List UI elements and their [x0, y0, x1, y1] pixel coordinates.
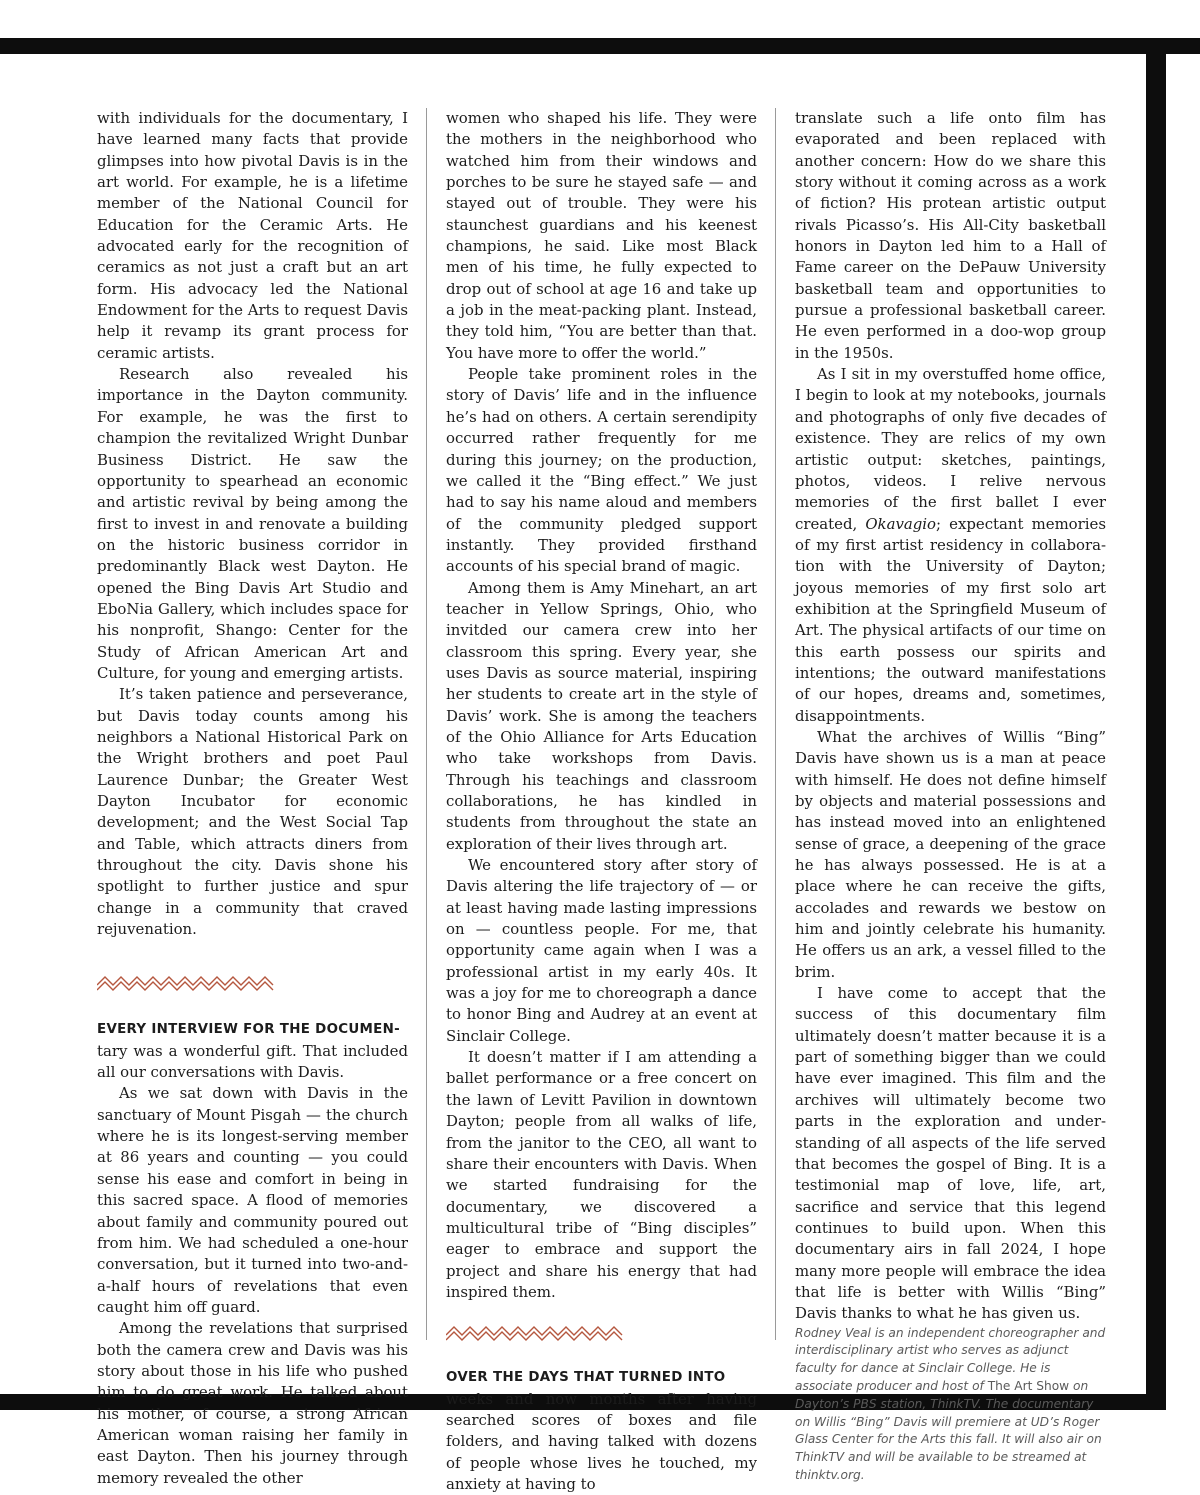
paragraph-text: tary was a wonderful gift. That included all our conversations with Davis.	[97, 1041, 408, 1082]
paragraph: It doesn’t matter if I am attending a ballet performance or a free concert on the lawn of Levitt Pavilion in downtown Dayton; people from all walks of life, from the janitor to the CEO, all want to share their encounters with Davis. When we started fundraising for the documentary, we discovered a multicultural tribe of “Bing disciples” eager to embrace and support the project and share his energy that had inspired them.	[446, 1048, 757, 1301]
frame-top-bar	[0, 38, 1200, 54]
paragraph-text: ; expectant memories of my first artist residency in collaboration with the University of Dayton; joyous memories of my first solo art exhibition at the Springfield Museum of Art. The physical artifacts of our time on this earth possess our spirits and intentions; the outward manifestations of our hopes, dreams and, sometimes, disappointments.	[795, 514, 1106, 725]
paragraph: I have come to accept that the success of this documentary film ultimately doesn’t matter because it is a part of something bigger than we could have ever imagined. This film and the archives will ultimately become two parts in the exploration and understanding of all aspects of the life served that becomes the gospel of Bing. It is a testimonial map of love, life, art, sacrifice and service that this legend continues to build upon. When this documentary airs in fall 2024, I hope many more people will embrace the idea that life is better with Willis “Bing” Davis thanks to what he has given us.	[795, 984, 1106, 1323]
bio-text: on Dayton’s PBS station, ThinkTV. The documentary on Willis “Bing” Davis will premiere at UD’s Roger Glass Center for the Arts this fall. It will also air on ThinkTV and will be available to be streamed at thinktv.org.	[795, 1378, 1102, 1482]
zigzag-ornament-icon	[446, 1323, 757, 1345]
paragraph: translate such a life onto film has evaporated and been replaced with another concern: How do we share this story without it coming across as a work of fiction? His protean artistic output rivals Picasso’s. His All-City basketball honors in Dayton led him to a Hall of Fame career on the DePauw University basketball team and opportunities to pursue a professional basketball career. He even performed in a doo-wop group in the 1950s.	[795, 109, 1106, 362]
paragraph: People take prominent roles in the story of Davis’ life and in the influence he’s had on others. A certain serendipity occurred rather frequently for me during this journey; on the production, we called it the “Bing effect.” We just had to say his name aloud and members of the community pledged support instantly. They provided firsthand accounts of his special brand of magic.	[446, 365, 757, 576]
column-1	[97, 108, 408, 1489]
paragraph: As we sat down with Davis in the sanctuary of Mount Pisgah — the church where he is its longest-serving member at 86 years and counting — you could sense his ease and comfort in being in this sacred space. A flood of memories about family and community poured out from him. We had scheduled a one-hour conversation, but it turned into two-and-a-half hours of revelations that even caught him off guard.	[97, 1084, 408, 1316]
column-3	[795, 108, 1106, 1485]
column-divider-1	[426, 108, 427, 1340]
section-heading: EVERY INTERVIEW FOR THE DOCUMEN-	[97, 1022, 400, 1038]
paragraph: What the archives of Willis “Bing” Davis have shown us is a man at peace with himself. He does not define himself by objects and material possessions and has instead moved into an enlightened sense of grace, a deepening of the grace he has always possessed. He is at a place where he can receive the gifts, accolades and rewards we bestow on him and jointly celebrate his humanity. He offers us an ark, a vessel filled to the brim.	[795, 727, 1106, 981]
paragraph: Among them is Amy Minehart, an art teacher in Yellow Springs, Ohio, who invitded our camera crew into her classroom this spring. Every year, she uses Davis as source material, inspiring her students to create art in the style of Davis’ work. She is among the teachers of the Ohio Alliance for Arts Education who take workshops from Davis. Through his teachings and classroom collaborations, he has kindled in students from throughout the state an exploration of their lives through art.	[446, 578, 757, 853]
frame-right-bar	[1146, 38, 1166, 1400]
show-title: The Art Show	[987, 1378, 1070, 1393]
zigzag-ornament-icon	[97, 973, 408, 995]
section-paragraph	[97, 1018, 408, 1083]
paragraph: women who shaped his life. They were the mothers in the neighborhood who watched him from their windows and porches to be sure he stayed safe — and stayed out of trouble. They were his staunchest guardians and his keenest champions, he said. Like most Black men of his time, he fully expected to drop out of school at age 16 and take up a job in the meat-packing plant. Instead, they told him, “You are better than that. You have more to offer the world.”	[446, 109, 757, 362]
paragraph-text: As I sit in my overstuffed home office, I begin to look at my notebooks, journals and photographs of only five decades of existence. They are relics of my own artistic output: sketches, paintings, photos, videos. I relive nervous memories of the first ballet I ever created,	[795, 365, 1106, 533]
paragraph: It’s taken patience and perseverance, but Davis today counts among his neighbors a National Historical Park on the Wright brothers and poet Paul Laurence Dunbar; the Greater West Dayton Incubator for economic development; and the West Social Tap and Table, which attracts diners from throughout the city. Davis shone his spotlight to further justice and spur change in a community that craved rejuvenation.	[97, 685, 408, 939]
paragraph: with individuals for the documentary, I have learned many facts that provide glimpses into how pivotal Davis is in the art world. For example, he is a lifetime member of the National Council for Education for the Ceramic Arts. He advocated early for the recognition of ceramics as not just a craft but an art form. His advocacy led the National Endowment for the Arts to request Davis help it revamp its grant process for ceramic artists.	[97, 109, 408, 362]
bio-text: Rodney Veal is an independent choreographer and interdisciplinary artist who serves as adjunct faculty for dance at Sinclair College. He is associate producer and host of	[795, 1325, 1106, 1393]
paragraph-text: weeks and now months after having searched scores of boxes and file folders, and having talked with dozens of people whose lives he touched, my anxiety at having to	[446, 1389, 757, 1493]
section-heading: OVER THE DAYS THAT TURNED INTO	[446, 1370, 726, 1386]
column-2	[446, 108, 757, 1495]
paragraph: Among the revelations that surprised both the camera crew and Davis was his story about those in his life who pushed him to do great work. He talked about his mother, of course, a strong African American woman raising her family in east Dayton. Then his journey through memory revealed the other	[97, 1319, 408, 1487]
ballet-title: Okavagio	[865, 514, 937, 533]
author-bio	[795, 1325, 1106, 1485]
paragraph: Research also revealed his importance in the Dayton community. For example, he was the first to champion the revitalized Wright Dunbar Business District. He saw the opportunity to spearhead an economic and artistic revival by being among the first to invest in and renovate a building on the historic business corridor in predominantly Black west Dayton. He opened the Bing Davis Art Studio and EboNia Gallery, which includes space for his nonprofit, Shango: Center for the Study of African American Art and Culture, for young and emerging artists.	[97, 365, 408, 682]
section-paragraph	[446, 1366, 757, 1495]
paragraph: We encountered story after story of Davis altering the life trajectory of — or at least having made lasting impressions on — countless people. For me, that opportunity came again when I was a professional artist in my early 40s. It was a joy for me to choreograph a dance to honor Bing and Audrey at an event at Sinclair College.	[446, 856, 757, 1045]
paragraph	[795, 364, 1106, 727]
column-divider-2	[775, 108, 776, 1340]
